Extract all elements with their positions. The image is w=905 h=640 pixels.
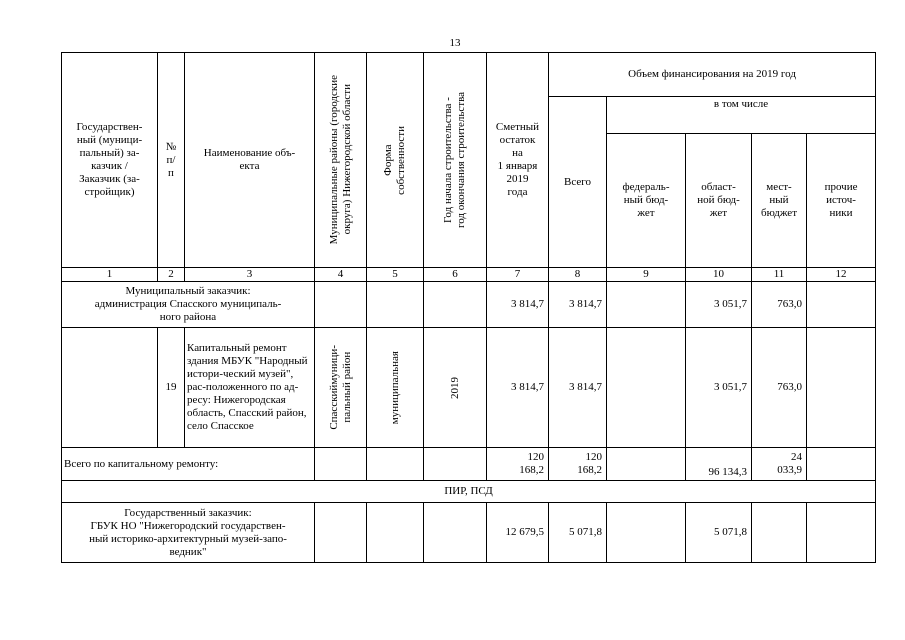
col-number: 7 [487, 268, 549, 282]
empty-cell [62, 328, 158, 448]
empty-cell [315, 448, 367, 481]
total-value: 120 168,2 [549, 448, 607, 481]
regional-value: 3 051,7 [686, 328, 752, 448]
header-estimate: Сметный остаток на 1 января 2019 года [487, 53, 549, 268]
empty-cell [367, 282, 424, 328]
empty-cell [424, 503, 487, 563]
col-number: 3 [185, 268, 315, 282]
district-name: Спасскиймуници- пальный район [327, 345, 353, 430]
col-number: 8 [549, 268, 607, 282]
empty-cell [315, 503, 367, 563]
local-value: 763,0 [752, 282, 807, 328]
col-number: 2 [158, 268, 185, 282]
col-number: 10 [686, 268, 752, 282]
header-years: Год начала строительства - год окончания строительства [442, 92, 467, 228]
empty-cell [807, 448, 876, 481]
empty-cell [315, 282, 367, 328]
empty-cell [607, 448, 686, 481]
header-ownership: Форма собственности [382, 125, 407, 195]
capital-repair-total-label: Всего по капитальному ремонту: [62, 448, 315, 481]
object-number: 19 [158, 328, 185, 448]
object-description: Капитальный ремонт здания МБУК "Народный истори-ческий музей", рас-положенного по ад-ресу: Нижегородская область, Спасский район, село Спасское [185, 328, 315, 448]
empty-cell [367, 448, 424, 481]
ownership-type: муниципальная [388, 350, 401, 425]
col-number: 1 [62, 268, 158, 282]
local-value: 763,0 [752, 328, 807, 448]
empty-cell [424, 282, 487, 328]
header-num: № п/ п [158, 53, 185, 268]
header-object-name: Наименование объ- екта [185, 53, 315, 268]
col-number: 4 [315, 268, 367, 282]
total-value: 3 814,7 [549, 282, 607, 328]
regional-value: 5 071,8 [686, 503, 752, 563]
construction-year: 2019 [448, 376, 461, 399]
empty-cell [424, 448, 487, 481]
financing-table [61, 52, 876, 563]
ownership-cell [367, 328, 424, 448]
empty-cell [807, 503, 876, 563]
total-value: 5 071,8 [549, 503, 607, 563]
empty-cell [607, 328, 686, 448]
empty-cell [367, 503, 424, 563]
page-number: 13 [449, 37, 461, 49]
total-value: 3 814,7 [549, 328, 607, 448]
estimate-value: 12 679,5 [487, 503, 549, 563]
header-ownership-cell [367, 53, 424, 268]
state-customer-label: Государственный заказчик: ГБУК НО "Нижегородский государствен- ный историко-архитектурный музей-запо- ведник" [62, 503, 315, 563]
col-number: 9 [607, 268, 686, 282]
header-regional: област- ной бюд- жет [686, 134, 752, 268]
col-number: 6 [424, 268, 487, 282]
municipal-customer-label: Муниципальный заказчик: администрация Спасского муниципаль- ного района [62, 282, 315, 328]
empty-cell [607, 282, 686, 328]
empty-cell [752, 503, 807, 563]
header-districts-cell [315, 53, 367, 268]
header-federal: федераль- ный бюд- жет [607, 134, 686, 268]
regional-value: 3 051,7 [686, 282, 752, 328]
header-districts: Муниципальные районы (городские округа) Нижегородской области [327, 75, 353, 245]
col-number: 11 [752, 268, 807, 282]
empty-cell [607, 503, 686, 563]
col-number: 5 [367, 268, 424, 282]
year-cell [424, 328, 487, 448]
header-total: Всего [549, 97, 607, 268]
header-financing: Объем финансирования на 2019 год [549, 53, 876, 97]
header-customer: Государствен- ный (муници- пальный) за- казчик / Заказчик (за- стройщик) [62, 53, 158, 268]
header-other: прочие источ- ники [807, 134, 876, 268]
header-local: мест- ный бюджет [752, 134, 807, 268]
estimate-value: 3 814,7 [487, 282, 549, 328]
header-including: в том числе [607, 97, 876, 134]
estimate-value: 120 168,2 [487, 448, 549, 481]
empty-cell [807, 328, 876, 448]
col-number: 12 [807, 268, 876, 282]
section-heading: ПИР, ПСД [62, 481, 876, 503]
district-cell [315, 328, 367, 448]
estimate-value: 3 814,7 [487, 328, 549, 448]
local-value: 24 033,9 [752, 448, 807, 481]
header-years-cell [424, 53, 487, 268]
regional-value: 96 134,3 [686, 448, 752, 481]
empty-cell [807, 282, 876, 328]
